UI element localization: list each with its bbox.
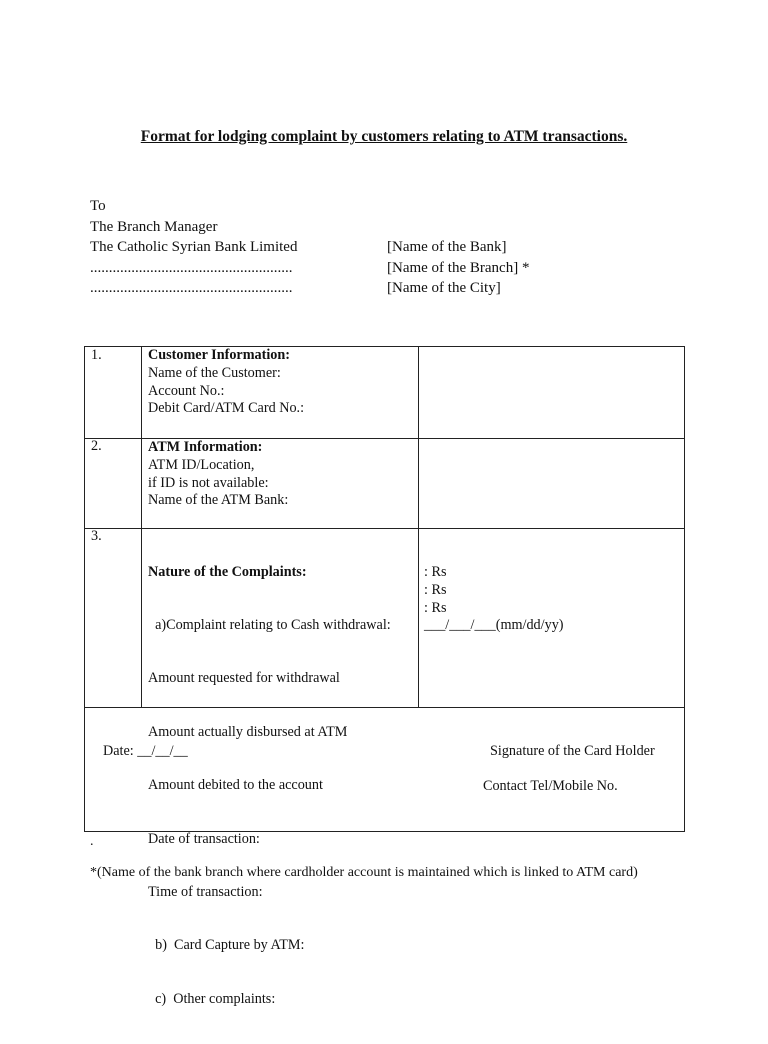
field-label: Date of transaction:: [148, 830, 260, 847]
column-divider: [141, 347, 142, 707]
transaction-date-value: ___/___/___(mm/dd/yy): [424, 617, 564, 634]
field-label: Account No.:: [148, 382, 225, 399]
footnote: *(Name of the bank branch where cardholder account is maintained which is linked to ATM card): [90, 865, 638, 880]
field-label: if ID is not available:: [148, 474, 269, 491]
complaint-nature-section: [148, 528, 391, 1044]
addressee-line: ......................................................: [90, 259, 293, 276]
field-label: c) Other complaints:: [148, 990, 276, 1007]
section-heading: Customer Information:: [148, 347, 290, 363]
section-heading: Nature of the Complaints:: [148, 563, 307, 580]
column-divider: [418, 347, 419, 707]
field-label: Name of the ATM Bank:: [148, 492, 289, 509]
amount-requested-value: : Rs: [424, 564, 447, 580]
city-name-placeholder: [Name of the City]: [387, 280, 501, 297]
amount-debited-value: : Rs: [424, 599, 447, 616]
section-number: 2.: [91, 438, 102, 454]
field-label: Amount debited to the account: [148, 777, 323, 794]
addressee-block: [90, 196, 297, 299]
branch-name-placeholder: [Name of the Branch] *: [387, 259, 530, 276]
form-title: Format for lodging complaint by customers relating to ATM transactions.: [140, 128, 628, 145]
addressee-line: To: [90, 198, 106, 214]
date-field: Date: __/__/__: [103, 743, 188, 759]
section-number: 1.: [91, 347, 102, 363]
customer-info-section: [148, 347, 304, 418]
section-number: 3.: [91, 528, 102, 544]
section-heading: ATM Information:: [148, 439, 263, 455]
addressee-line: The Catholic Syrian Bank Limited: [90, 239, 298, 256]
field-label: ATM ID/Location,: [148, 456, 255, 473]
field-label: Amount requested for withdrawal: [148, 670, 340, 687]
field-label: Debit Card/ATM Card No.:: [148, 400, 305, 417]
bank-placeholder-block: [387, 237, 529, 299]
field-label: Amount actually disbursed at ATM: [148, 723, 348, 740]
contact-label: Contact Tel/Mobile No.: [483, 778, 618, 794]
atm-info-section: [148, 439, 288, 510]
separator-dot: .: [90, 834, 94, 849]
signature-label: Signature of the Card Holder: [490, 743, 655, 759]
complaint-values: [424, 564, 564, 635]
field-label: b) Card Capture by ATM:: [148, 937, 305, 954]
addressee-line: ......................................................: [90, 280, 293, 297]
field-label: a)Complaint relating to Cash withdrawal:: [148, 616, 391, 633]
field-label: Time of transaction:: [148, 883, 263, 900]
addressee-line: The Branch Manager: [90, 218, 218, 235]
field-label: Name of the Customer:: [148, 364, 281, 381]
amount-disbursed-value: : Rs: [424, 581, 447, 598]
bank-name-placeholder: [Name of the Bank]: [387, 239, 507, 255]
